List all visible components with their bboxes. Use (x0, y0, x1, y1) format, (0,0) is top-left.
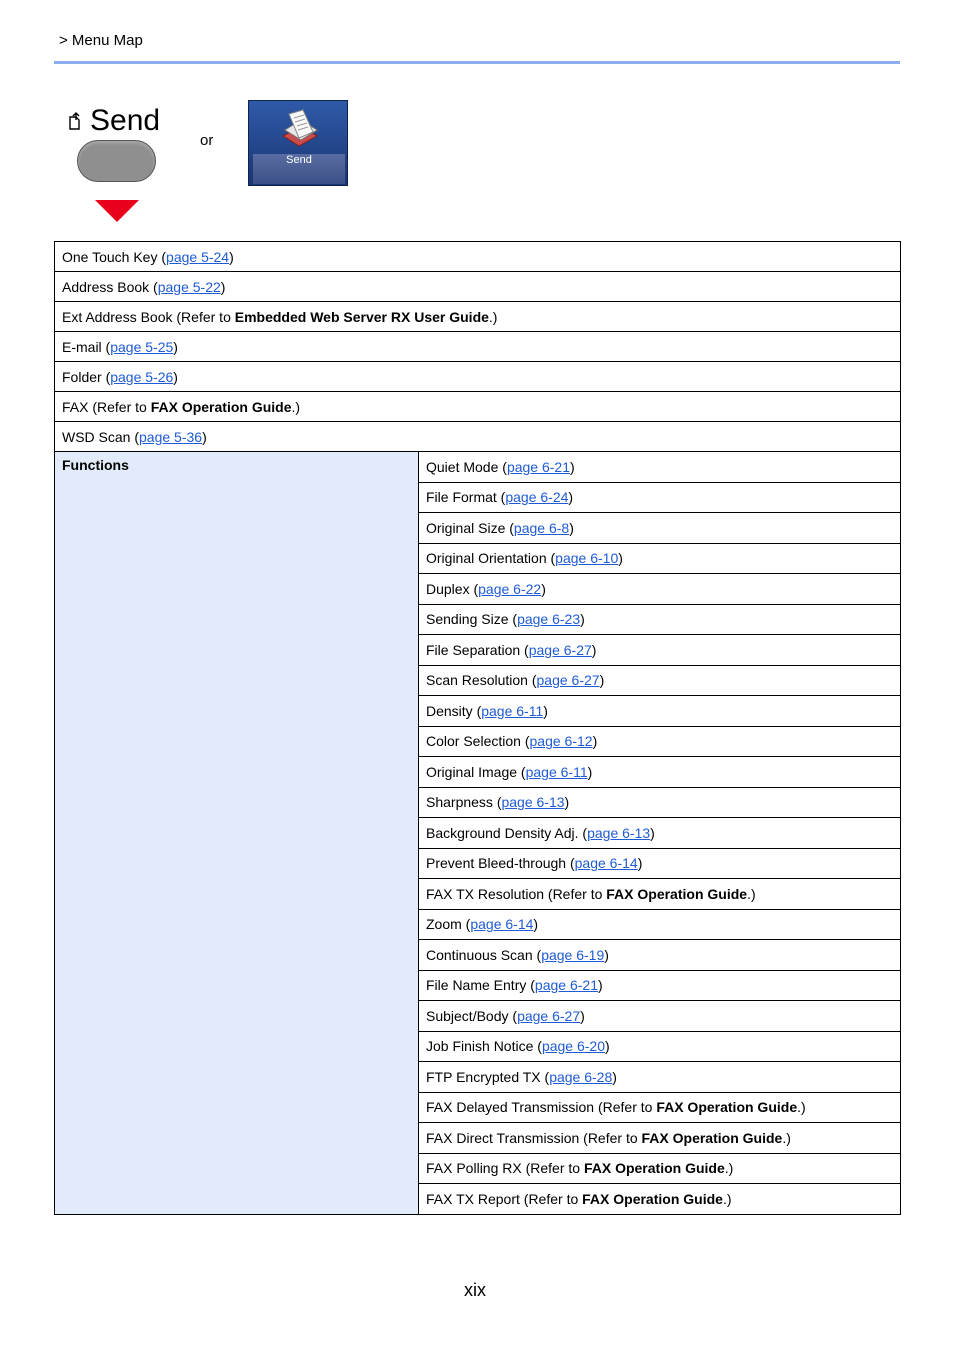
item-suffix: ) (569, 519, 574, 536)
function-item (419, 1001, 901, 1032)
page-link[interactable]: page 6-21 (534, 977, 598, 994)
item-text: FAX TX Report (Refer to (426, 1190, 583, 1207)
down-arrow-icon (95, 200, 139, 222)
page-link[interactable]: page 6-14 (470, 916, 534, 933)
item-suffix: ) (650, 824, 655, 841)
page-link[interactable]: page 6-13 (501, 794, 565, 811)
function-item (419, 1062, 901, 1093)
function-item (419, 1092, 901, 1123)
item-text: FAX (Refer to (62, 398, 151, 415)
send-touch-tile (248, 100, 348, 186)
function-item (419, 665, 901, 696)
page-link[interactable]: page 5-22 (157, 278, 221, 295)
function-item (419, 940, 901, 971)
send-key-text: Send (90, 104, 161, 137)
item-suffix: ) (591, 641, 597, 658)
guide-reference: FAX Operation Guide (583, 1160, 725, 1177)
item-text: FAX Delayed Transmission (Refer to (426, 1099, 657, 1116)
function-item (419, 482, 901, 513)
page-link[interactable]: page 6-23 (517, 611, 581, 628)
page-link[interactable]: page 6-21 (506, 458, 570, 475)
function-item (419, 1184, 901, 1215)
item-text: Subject/Body ( (426, 1007, 518, 1024)
menu-row (55, 272, 901, 302)
item-text: FAX TX Resolution (Refer to (426, 885, 607, 902)
item-suffix: ) (618, 550, 623, 567)
menu-item (55, 362, 901, 392)
item-text: File Format ( (426, 489, 506, 506)
function-item (419, 909, 901, 940)
item-suffix: ) (612, 1068, 617, 1085)
function-item (419, 1153, 901, 1184)
item-text: Color Selection ( (426, 733, 530, 750)
page-number: xix (464, 1280, 486, 1300)
function-item (419, 726, 901, 757)
item-suffix: ) (570, 458, 575, 475)
item-text: Density ( (426, 702, 482, 719)
item-suffix: .) (291, 398, 301, 415)
function-item (419, 970, 901, 1001)
menu-row (55, 422, 901, 452)
item-text: Prevent Bleed-through ( (426, 855, 575, 872)
menu-item (55, 272, 901, 302)
item-text: Original Orientation ( (426, 550, 556, 567)
item-suffix: .) (724, 1160, 734, 1177)
function-item (419, 604, 901, 635)
item-suffix: ) (580, 1007, 585, 1024)
menu-row (55, 242, 901, 272)
menu-item (55, 242, 901, 272)
page-link[interactable]: page 6-22 (478, 580, 542, 597)
menu-item (55, 302, 901, 332)
item-suffix: ) (173, 338, 178, 355)
document-stack-icon (275, 106, 323, 150)
tile-label: Send (286, 154, 312, 166)
function-item (419, 787, 901, 818)
item-suffix: ) (568, 489, 574, 506)
item-suffix: ) (173, 368, 178, 385)
item-suffix: ) (202, 428, 207, 445)
item-text: Folder ( (62, 368, 111, 385)
page-link[interactable]: page 6-27 (536, 672, 600, 689)
guide-reference: FAX Operation Guide (150, 398, 292, 415)
item-suffix: .) (488, 308, 498, 325)
page-link[interactable]: page 5-24 (166, 248, 230, 265)
item-text: FTP Encrypted TX ( (426, 1068, 550, 1085)
send-key-label (68, 104, 160, 138)
item-text: Scan Resolution ( (426, 672, 537, 689)
item-suffix: ) (580, 611, 585, 628)
item-suffix: .) (782, 1129, 791, 1146)
send-hard-key (77, 140, 156, 182)
function-item (419, 1123, 901, 1154)
header-rule (54, 61, 900, 64)
guide-reference: FAX Operation Guide (606, 885, 748, 902)
page-link[interactable]: page 6-10 (555, 550, 619, 567)
page-link[interactable]: page 6-11 (525, 763, 588, 780)
page-link[interactable]: page 6-24 (505, 489, 569, 506)
item-text: Background Density Adj. ( (426, 824, 588, 841)
menu-row (55, 302, 901, 332)
page-link[interactable]: page 5-26 (110, 368, 174, 385)
item-text: Original Size ( (426, 519, 514, 536)
item-suffix: .) (722, 1190, 732, 1207)
function-item (419, 818, 901, 849)
page-link[interactable]: page 6-14 (574, 855, 638, 872)
item-text: Address Book ( (62, 278, 158, 295)
menu-item (55, 422, 901, 452)
item-suffix: ) (533, 916, 539, 933)
item-text: FAX Polling RX (Refer to (426, 1160, 584, 1177)
function-item (419, 879, 901, 910)
menu-item (55, 392, 901, 422)
item-suffix: .) (797, 1099, 806, 1116)
page-link[interactable]: page 6-11 (481, 702, 544, 719)
item-suffix: ) (597, 977, 603, 994)
page-link[interactable]: page 5-25 (110, 338, 174, 355)
menu-row (55, 332, 901, 362)
function-item (419, 574, 901, 605)
functions-label: Functions (55, 452, 419, 1215)
function-item (419, 452, 901, 483)
item-text: Job Finish Notice ( (426, 1038, 542, 1055)
function-item (419, 543, 901, 574)
item-suffix: ) (229, 248, 234, 265)
item-text: Continuous Scan ( (426, 946, 542, 963)
menu-row (55, 392, 901, 422)
function-item (419, 848, 901, 879)
item-suffix: ) (220, 278, 226, 295)
page-link[interactable]: page 6-8 (513, 519, 570, 536)
item-suffix: ) (592, 733, 598, 750)
item-suffix: ) (605, 1038, 610, 1055)
function-item (419, 696, 901, 727)
item-text: File Separation ( (426, 641, 529, 658)
menu-map-table (54, 241, 901, 1215)
send-document-icon (68, 111, 84, 131)
item-suffix: ) (543, 702, 548, 719)
item-text: Sharpness ( (426, 794, 502, 811)
item-suffix: ) (637, 855, 643, 872)
page-link[interactable]: page 6-28 (549, 1068, 613, 1085)
guide-reference: FAX Operation Guide (582, 1190, 723, 1207)
breadcrumb: > Menu Map (59, 32, 143, 49)
guide-reference: FAX Operation Guide (656, 1099, 798, 1116)
item-suffix: .) (747, 885, 756, 902)
page-link[interactable]: page 6-12 (529, 733, 593, 750)
item-suffix: ) (599, 672, 605, 689)
item-text: Ext Address Book (Refer to (62, 308, 235, 325)
item-text: One Touch Key ( (62, 248, 167, 265)
page-link[interactable]: page 6-20 (541, 1038, 605, 1055)
page-link[interactable]: page 6-27 (517, 1007, 581, 1024)
item-text: FAX Direct Transmission (Refer to (426, 1129, 642, 1146)
guide-reference: FAX Operation Guide (641, 1129, 783, 1146)
page-link[interactable]: page 6-19 (541, 946, 605, 963)
function-item (419, 513, 901, 544)
item-text: Sending Size ( (426, 611, 518, 628)
function-item (419, 635, 901, 666)
function-item (419, 757, 901, 788)
page-link[interactable]: page 6-13 (587, 824, 651, 841)
item-text: Original Image ( (426, 763, 526, 780)
page-link[interactable]: page 6-27 (528, 641, 592, 658)
item-suffix: ) (587, 763, 593, 780)
send-key-illustration (66, 104, 166, 230)
item-text: Zoom ( (426, 916, 471, 933)
page-link[interactable]: page 5-36 (139, 428, 203, 445)
item-text: WSD Scan ( (62, 428, 140, 445)
function-item (419, 1031, 901, 1062)
guide-reference: Embedded Web Server RX User Guide (234, 308, 489, 325)
item-text: E-mail ( (62, 338, 111, 355)
item-text: Quiet Mode ( (426, 458, 507, 475)
item-suffix: ) (564, 794, 570, 811)
item-suffix: ) (604, 946, 609, 963)
item-text: File Name Entry ( (426, 977, 535, 994)
or-text: or (200, 132, 214, 149)
item-text: Duplex ( (426, 580, 479, 597)
item-suffix: ) (541, 580, 546, 597)
function-row (55, 452, 901, 483)
menu-item (55, 332, 901, 362)
menu-row (55, 362, 901, 392)
